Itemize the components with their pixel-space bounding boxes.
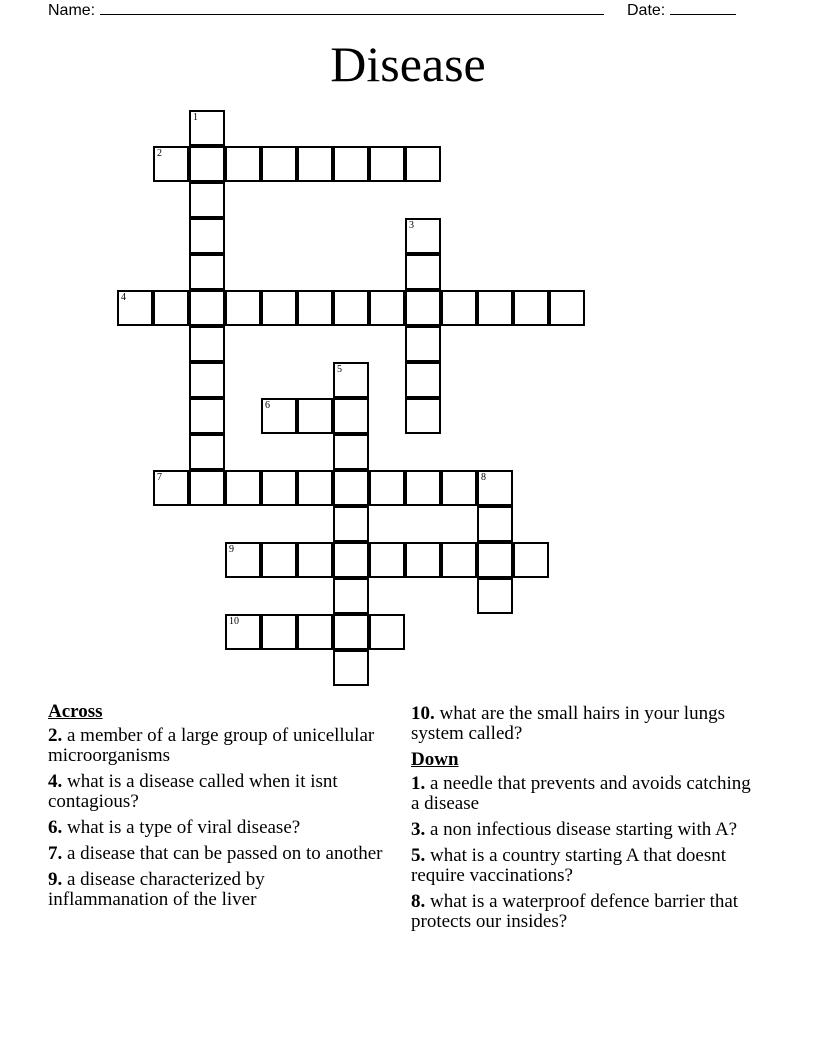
grid-cell[interactable] (369, 470, 405, 506)
clue-across (48, 844, 388, 864)
clue-number: 2. (48, 725, 63, 746)
grid-cell[interactable] (189, 326, 225, 362)
grid-cell[interactable] (333, 542, 369, 578)
grid-cell[interactable] (189, 146, 225, 182)
clue-number-label: 2 (157, 148, 162, 159)
clue-down (411, 774, 751, 814)
clue-text: what is a country starting A that doesnt require vaccinations? (411, 845, 727, 886)
clue-number-label: 7 (157, 472, 162, 483)
grid-cell[interactable] (405, 218, 441, 254)
grid-cell[interactable] (405, 398, 441, 434)
grid-cell[interactable] (297, 470, 333, 506)
grid-cell[interactable] (261, 542, 297, 578)
grid-cell[interactable] (333, 362, 369, 398)
across-heading: Across (48, 701, 103, 722)
clues-left-column (48, 702, 388, 916)
grid-cell[interactable] (333, 398, 369, 434)
grid-cell[interactable] (333, 146, 369, 182)
grid-cell[interactable] (405, 470, 441, 506)
clue-number: 6. (48, 817, 63, 838)
grid-cell[interactable] (333, 578, 369, 614)
clue-text: what are the small hairs in your lungs system called? (411, 703, 725, 744)
clue-text: a member of a large group of unicellular microorganisms (48, 725, 375, 766)
grid-cell[interactable] (477, 470, 513, 506)
clue-number: 5. (411, 845, 426, 866)
grid-cell[interactable] (297, 290, 333, 326)
grid-cell[interactable] (261, 614, 297, 650)
grid-cell[interactable] (405, 362, 441, 398)
clue-number: 9. (48, 869, 63, 890)
grid-cell[interactable] (477, 290, 513, 326)
clue-down (411, 892, 751, 932)
grid-cell[interactable] (261, 146, 297, 182)
clue-text: what is a waterproof defence barrier that protects our insides? (411, 891, 739, 932)
grid-cell[interactable] (261, 290, 297, 326)
grid-cell[interactable] (117, 290, 153, 326)
grid-cell[interactable] (189, 182, 225, 218)
clues-right-column (411, 702, 751, 938)
grid-cell[interactable] (333, 434, 369, 470)
grid-cell[interactable] (513, 290, 549, 326)
grid-cell[interactable] (189, 470, 225, 506)
grid-cell[interactable] (153, 146, 189, 182)
clue-number-label: 3 (409, 220, 414, 231)
grid-cell[interactable] (297, 146, 333, 182)
grid-cell[interactable] (549, 290, 585, 326)
grid-cell[interactable] (405, 290, 441, 326)
clue-across (48, 870, 388, 910)
clue-down (411, 820, 751, 840)
grid-cell[interactable] (225, 542, 261, 578)
grid-cell[interactable] (153, 290, 189, 326)
grid-cell[interactable] (297, 542, 333, 578)
date-label: Date: (627, 2, 666, 19)
grid-cell[interactable] (153, 470, 189, 506)
grid-cell[interactable] (405, 542, 441, 578)
grid-cell[interactable] (225, 614, 261, 650)
grid-cell[interactable] (189, 218, 225, 254)
puzzle-title: Disease (330, 36, 486, 92)
clue-number: 10. (411, 703, 435, 724)
clue-number: 7. (48, 843, 63, 864)
grid-cell[interactable] (405, 146, 441, 182)
grid-cell[interactable] (297, 614, 333, 650)
grid-cell[interactable] (261, 470, 297, 506)
grid-cell[interactable] (405, 254, 441, 290)
grid-cell[interactable] (369, 290, 405, 326)
clue-across (48, 726, 388, 766)
down-heading: Down (411, 749, 459, 770)
grid-cell[interactable] (441, 470, 477, 506)
grid-cell[interactable] (189, 398, 225, 434)
grid-cell[interactable] (189, 434, 225, 470)
grid-cell[interactable] (477, 578, 513, 614)
clue-number: 3. (411, 819, 426, 840)
grid-cell[interactable] (189, 110, 225, 146)
grid-cell[interactable] (225, 146, 261, 182)
grid-cell[interactable] (189, 362, 225, 398)
clue-down (411, 846, 751, 886)
grid-cell[interactable] (225, 290, 261, 326)
clue-number: 8. (411, 891, 426, 912)
grid-cell[interactable] (369, 146, 405, 182)
grid-cell[interactable] (333, 470, 369, 506)
grid-cell[interactable] (477, 542, 513, 578)
grid-cell[interactable] (297, 398, 333, 434)
clue-number: 1. (411, 773, 426, 794)
clue-number-label: 8 (481, 472, 486, 483)
grid-cell[interactable] (441, 542, 477, 578)
grid-cell[interactable] (333, 290, 369, 326)
clue-number-label: 9 (229, 544, 234, 555)
clue-text: what is a disease called when it isnt contagious? (48, 771, 338, 812)
grid-cell[interactable] (225, 470, 261, 506)
grid-cell[interactable] (405, 326, 441, 362)
name-label: Name: (48, 2, 96, 19)
grid-cell[interactable] (369, 614, 405, 650)
clue-text: what is a type of viral disease? (67, 817, 301, 838)
grid-cell[interactable] (369, 542, 405, 578)
clue-across (411, 704, 751, 744)
clue-across (48, 818, 388, 838)
clue-text: a non infectious disease starting with A? (430, 819, 738, 840)
grid-cell[interactable] (261, 398, 297, 434)
clue-across (48, 772, 388, 812)
clue-text: a disease that can be passed on to another (67, 843, 383, 864)
grid-cell[interactable] (333, 506, 369, 542)
grid-cell[interactable] (513, 542, 549, 578)
grid-cell[interactable] (189, 290, 225, 326)
grid-cell[interactable] (441, 290, 477, 326)
clue-number: 4. (48, 771, 63, 792)
grid-cell[interactable] (333, 650, 369, 686)
clue-text: a disease characterized by inflammanation of the liver (48, 869, 265, 910)
grid-cell[interactable] (477, 506, 513, 542)
clue-number-label: 1 (193, 112, 198, 123)
clue-number-label: 10 (229, 616, 239, 627)
clue-number-label: 4 (121, 292, 126, 303)
grid-cell[interactable] (333, 614, 369, 650)
clue-number-label: 6 (265, 400, 270, 411)
clue-text: a needle that prevents and avoids catching a disease (411, 773, 751, 814)
grid-cell[interactable] (189, 254, 225, 290)
clue-number-label: 5 (337, 364, 342, 375)
